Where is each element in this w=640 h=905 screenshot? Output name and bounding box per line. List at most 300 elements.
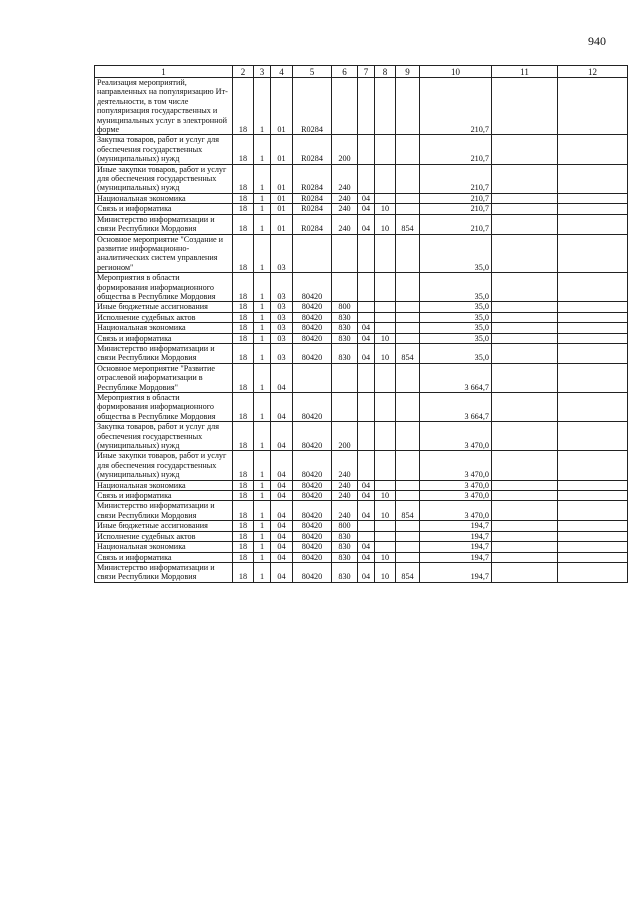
code-cell <box>358 234 375 273</box>
empty-cell <box>492 302 558 312</box>
table-row <box>95 552 628 562</box>
code-cell: 10 <box>375 491 396 501</box>
table-row <box>95 393 628 422</box>
table-row <box>95 521 628 531</box>
empty-cell <box>558 562 628 582</box>
header-cell: 1 <box>95 66 233 78</box>
code-cell: 18 <box>233 135 254 164</box>
code-cell <box>396 393 420 422</box>
code-cell: 80420 <box>293 562 332 582</box>
code-cell <box>375 78 396 135</box>
empty-cell <box>558 393 628 422</box>
row-name-cell: Мероприятия в области формирования информационного общества в Республике Мордовия <box>95 393 233 422</box>
code-cell: 18 <box>233 214 254 234</box>
amount-cell: 3 470,0 <box>420 491 492 501</box>
empty-cell <box>492 214 558 234</box>
code-cell: 04 <box>358 552 375 562</box>
code-cell: 80420 <box>293 451 332 480</box>
code-cell <box>358 135 375 164</box>
code-cell: 18 <box>233 204 254 214</box>
header-cell: 2 <box>233 66 254 78</box>
code-cell: R0284 <box>293 214 332 234</box>
empty-cell <box>558 480 628 490</box>
code-cell: 1 <box>254 193 271 203</box>
code-cell: 830 <box>332 323 358 333</box>
empty-cell <box>492 491 558 501</box>
table-row <box>95 451 628 480</box>
empty-cell <box>492 234 558 273</box>
row-name-cell: Национальная экономика <box>95 193 233 203</box>
code-cell: 240 <box>332 501 358 521</box>
table-row <box>95 135 628 164</box>
empty-cell <box>558 542 628 552</box>
code-cell <box>358 422 375 451</box>
code-cell: 240 <box>332 491 358 501</box>
code-cell: 10 <box>375 562 396 582</box>
code-cell: 04 <box>358 501 375 521</box>
table-row <box>95 422 628 451</box>
code-cell <box>375 480 396 490</box>
amount-cell: 3 470,0 <box>420 422 492 451</box>
code-cell: 18 <box>233 323 254 333</box>
header-cell: 8 <box>375 66 396 78</box>
empty-cell <box>492 343 558 363</box>
amount-cell: 210,7 <box>420 78 492 135</box>
code-cell: 1 <box>254 333 271 343</box>
amount-cell: 194,7 <box>420 542 492 552</box>
code-cell: 1 <box>254 531 271 541</box>
code-cell: 854 <box>396 501 420 521</box>
code-cell <box>293 234 332 273</box>
code-cell: 03 <box>271 273 293 302</box>
code-cell: 18 <box>233 273 254 302</box>
code-cell: 18 <box>233 302 254 312</box>
code-cell <box>396 78 420 135</box>
code-cell: 80420 <box>293 343 332 363</box>
row-name-cell: Министерство информатизации и связи Республики Мордовия <box>95 501 233 521</box>
code-cell <box>396 451 420 480</box>
empty-cell <box>492 480 558 490</box>
row-name-cell: Национальная экономика <box>95 542 233 552</box>
empty-cell <box>492 204 558 214</box>
row-name-cell: Иные бюджетные ассигнования <box>95 302 233 312</box>
code-cell <box>396 204 420 214</box>
code-cell <box>358 451 375 480</box>
empty-cell <box>492 363 558 392</box>
code-cell: 04 <box>271 531 293 541</box>
amount-cell: 35,0 <box>420 312 492 322</box>
code-cell <box>358 164 375 193</box>
code-cell: 04 <box>271 552 293 562</box>
header-cell: 6 <box>332 66 358 78</box>
code-cell <box>396 234 420 273</box>
code-cell: 04 <box>358 193 375 203</box>
code-cell: 03 <box>271 343 293 363</box>
table-row <box>95 214 628 234</box>
code-cell <box>396 480 420 490</box>
row-name-cell: Министерство информатизации и связи Республики Мордовия <box>95 562 233 582</box>
code-cell <box>375 521 396 531</box>
code-cell: 10 <box>375 204 396 214</box>
code-cell: 03 <box>271 333 293 343</box>
header-cell: 4 <box>271 66 293 78</box>
empty-cell <box>558 451 628 480</box>
code-cell: 830 <box>332 531 358 541</box>
code-cell <box>358 273 375 302</box>
row-name-cell: Министерство информатизации и связи Республики Мордовия <box>95 343 233 363</box>
code-cell: 03 <box>271 234 293 273</box>
amount-cell: 35,0 <box>420 343 492 363</box>
empty-cell <box>492 451 558 480</box>
code-cell <box>396 552 420 562</box>
code-cell <box>396 491 420 501</box>
code-cell: 1 <box>254 204 271 214</box>
table-row <box>95 204 628 214</box>
table-row <box>95 343 628 363</box>
empty-cell <box>558 343 628 363</box>
code-cell: 10 <box>375 343 396 363</box>
code-cell: 04 <box>358 343 375 363</box>
code-cell: 04 <box>271 451 293 480</box>
empty-cell <box>558 312 628 322</box>
code-cell <box>396 333 420 343</box>
code-cell: 830 <box>332 562 358 582</box>
header-cell: 12 <box>558 66 628 78</box>
empty-cell <box>492 333 558 343</box>
row-name-cell: Связь и информатика <box>95 204 233 214</box>
row-name-cell: Основное мероприятие "Развитие отраслевой информатизации в Республике Мордовия" <box>95 363 233 392</box>
code-cell: 18 <box>233 234 254 273</box>
header-cell: 11 <box>492 66 558 78</box>
code-cell: 1 <box>254 521 271 531</box>
row-name-cell: Основное мероприятие "Создание и развитие информационно-аналитических систем управления регионом" <box>95 234 233 273</box>
code-cell: 80420 <box>293 273 332 302</box>
code-cell: 04 <box>271 491 293 501</box>
empty-cell <box>558 214 628 234</box>
code-cell: 830 <box>332 542 358 552</box>
code-cell: 830 <box>332 312 358 322</box>
code-cell: 01 <box>271 164 293 193</box>
code-cell: 80420 <box>293 491 332 501</box>
empty-cell <box>492 501 558 521</box>
empty-cell <box>492 273 558 302</box>
amount-cell: 35,0 <box>420 302 492 312</box>
code-cell: 04 <box>271 501 293 521</box>
row-name-cell: Реализация мероприятий, направленных на популяризацию Ит-деятельности, в том числе популяризация государственных и муниципальных услуг в электронной форме <box>95 78 233 135</box>
code-cell <box>332 273 358 302</box>
code-cell: R0284 <box>293 164 332 193</box>
empty-cell <box>492 521 558 531</box>
code-cell: 01 <box>271 135 293 164</box>
row-name-cell: Исполнение судебных актов <box>95 312 233 322</box>
code-cell: 80420 <box>293 393 332 422</box>
empty-cell <box>558 78 628 135</box>
code-cell: 1 <box>254 164 271 193</box>
empty-cell <box>492 193 558 203</box>
empty-cell <box>492 393 558 422</box>
code-cell: 80420 <box>293 312 332 322</box>
code-cell: 80420 <box>293 542 332 552</box>
code-cell <box>396 363 420 392</box>
amount-cell: 3 470,0 <box>420 501 492 521</box>
amount-cell: 210,7 <box>420 193 492 203</box>
amount-cell: 3 664,7 <box>420 393 492 422</box>
empty-cell <box>558 234 628 273</box>
code-cell <box>375 193 396 203</box>
code-cell: 1 <box>254 451 271 480</box>
code-cell: 1 <box>254 480 271 490</box>
code-cell: 240 <box>332 480 358 490</box>
amount-cell: 35,0 <box>420 234 492 273</box>
code-cell <box>375 234 396 273</box>
code-cell: 1 <box>254 312 271 322</box>
code-cell <box>375 323 396 333</box>
code-cell: 04 <box>271 393 293 422</box>
code-cell: 1 <box>254 393 271 422</box>
empty-cell <box>492 422 558 451</box>
code-cell <box>375 422 396 451</box>
empty-cell <box>492 135 558 164</box>
code-cell <box>358 521 375 531</box>
code-cell: 04 <box>271 422 293 451</box>
empty-cell <box>492 542 558 552</box>
code-cell: R0284 <box>293 78 332 135</box>
row-name-cell: Иные бюджетные ассигнования <box>95 521 233 531</box>
row-name-cell: Мероприятия в области формирования информационного общества в Республике Мордовия <box>95 273 233 302</box>
table-row <box>95 501 628 521</box>
amount-cell: 194,7 <box>420 521 492 531</box>
code-cell <box>375 273 396 302</box>
code-cell <box>375 135 396 164</box>
code-cell <box>396 135 420 164</box>
code-cell: 830 <box>332 333 358 343</box>
table-row <box>95 302 628 312</box>
code-cell: 18 <box>233 491 254 501</box>
code-cell <box>332 363 358 392</box>
empty-cell <box>558 422 628 451</box>
code-cell: 04 <box>358 323 375 333</box>
code-cell: 18 <box>233 521 254 531</box>
empty-cell <box>558 164 628 193</box>
code-cell: 240 <box>332 214 358 234</box>
empty-cell <box>558 302 628 312</box>
code-cell <box>375 542 396 552</box>
code-cell: 1 <box>254 562 271 582</box>
code-cell: 18 <box>233 78 254 135</box>
code-cell: 04 <box>271 542 293 552</box>
empty-cell <box>558 521 628 531</box>
empty-cell <box>558 363 628 392</box>
empty-cell <box>558 204 628 214</box>
amount-cell: 35,0 <box>420 333 492 343</box>
code-cell <box>375 312 396 322</box>
code-cell: 04 <box>358 204 375 214</box>
code-cell: 18 <box>233 164 254 193</box>
row-name-cell: Связь и информатика <box>95 333 233 343</box>
code-cell: 1 <box>254 273 271 302</box>
code-cell: R0284 <box>293 193 332 203</box>
empty-cell <box>492 552 558 562</box>
header-cell: 3 <box>254 66 271 78</box>
amount-cell: 210,7 <box>420 214 492 234</box>
empty-cell <box>492 531 558 541</box>
amount-cell: 3 470,0 <box>420 480 492 490</box>
code-cell <box>358 531 375 541</box>
empty-cell <box>492 164 558 193</box>
table-row <box>95 78 628 135</box>
code-cell: 03 <box>271 302 293 312</box>
table-row <box>95 193 628 203</box>
header-cell: 7 <box>358 66 375 78</box>
code-cell: 18 <box>233 312 254 322</box>
code-cell: 1 <box>254 343 271 363</box>
code-cell: 1 <box>254 552 271 562</box>
code-cell <box>358 302 375 312</box>
code-cell: 01 <box>271 193 293 203</box>
code-cell: 18 <box>233 451 254 480</box>
empty-cell <box>558 531 628 541</box>
code-cell: 854 <box>396 343 420 363</box>
code-cell: 80420 <box>293 521 332 531</box>
code-cell <box>396 273 420 302</box>
row-name-cell: Связь и информатика <box>95 491 233 501</box>
code-cell: 18 <box>233 393 254 422</box>
code-cell <box>375 302 396 312</box>
code-cell: 1 <box>254 78 271 135</box>
empty-cell <box>492 78 558 135</box>
code-cell: 04 <box>358 562 375 582</box>
code-cell <box>396 422 420 451</box>
code-cell <box>375 531 396 541</box>
empty-cell <box>558 552 628 562</box>
code-cell: 1 <box>254 234 271 273</box>
code-cell: 04 <box>358 214 375 234</box>
code-cell <box>396 302 420 312</box>
table-row <box>95 164 628 193</box>
empty-cell <box>558 135 628 164</box>
code-cell: 80420 <box>293 422 332 451</box>
row-name-cell: Иные закупки товаров, работ и услуг для обеспечения государственных (муниципальных) нужд <box>95 451 233 480</box>
code-cell: 1 <box>254 501 271 521</box>
code-cell: 854 <box>396 562 420 582</box>
header-cell: 10 <box>420 66 492 78</box>
row-name-cell: Национальная экономика <box>95 323 233 333</box>
code-cell <box>396 193 420 203</box>
code-cell <box>332 393 358 422</box>
empty-cell <box>558 323 628 333</box>
code-cell: 1 <box>254 422 271 451</box>
row-name-cell: Закупка товаров, работ и услуг для обеспечения государственных (муниципальных) нужд <box>95 135 233 164</box>
empty-cell <box>558 333 628 343</box>
empty-cell <box>558 491 628 501</box>
code-cell <box>375 363 396 392</box>
code-cell: 18 <box>233 363 254 392</box>
empty-cell <box>492 323 558 333</box>
code-cell: 854 <box>396 214 420 234</box>
amount-cell: 194,7 <box>420 562 492 582</box>
code-cell: 04 <box>358 480 375 490</box>
code-cell: 18 <box>233 480 254 490</box>
header-cell: 5 <box>293 66 332 78</box>
code-cell: 18 <box>233 193 254 203</box>
code-cell <box>332 78 358 135</box>
table-row <box>95 491 628 501</box>
code-cell: 03 <box>271 323 293 333</box>
code-cell <box>396 323 420 333</box>
code-cell: 1 <box>254 323 271 333</box>
header-row <box>95 66 628 78</box>
code-cell: 18 <box>233 422 254 451</box>
code-cell: 04 <box>358 491 375 501</box>
code-cell <box>396 164 420 193</box>
code-cell: 80420 <box>293 302 332 312</box>
code-cell <box>396 521 420 531</box>
code-cell: 10 <box>375 552 396 562</box>
table-row <box>95 562 628 582</box>
amount-cell: 35,0 <box>420 273 492 302</box>
code-cell: 18 <box>233 531 254 541</box>
code-cell: 1 <box>254 491 271 501</box>
code-cell: 03 <box>271 312 293 322</box>
code-cell: 10 <box>375 501 396 521</box>
row-name-cell: Закупка товаров, работ и услуг для обеспечения государственных (муниципальных) нужд <box>95 422 233 451</box>
code-cell: 80420 <box>293 333 332 343</box>
code-cell <box>375 393 396 422</box>
amount-cell: 210,7 <box>420 135 492 164</box>
amount-cell: 210,7 <box>420 164 492 193</box>
code-cell: 830 <box>332 343 358 363</box>
row-name-cell: Исполнение судебных актов <box>95 531 233 541</box>
table-row <box>95 273 628 302</box>
code-cell: 80420 <box>293 323 332 333</box>
code-cell <box>293 363 332 392</box>
table-row <box>95 363 628 392</box>
table-row <box>95 542 628 552</box>
amount-cell: 194,7 <box>420 552 492 562</box>
code-cell: 80420 <box>293 531 332 541</box>
code-cell: 01 <box>271 78 293 135</box>
empty-cell <box>558 273 628 302</box>
empty-cell <box>558 501 628 521</box>
amount-cell: 3 470,0 <box>420 451 492 480</box>
code-cell <box>375 164 396 193</box>
amount-cell: 3 664,7 <box>420 363 492 392</box>
code-cell: 800 <box>332 302 358 312</box>
empty-cell <box>492 562 558 582</box>
table-row <box>95 531 628 541</box>
code-cell: 04 <box>271 562 293 582</box>
code-cell: 830 <box>332 552 358 562</box>
code-cell: 800 <box>332 521 358 531</box>
code-cell: 18 <box>233 562 254 582</box>
code-cell: R0284 <box>293 135 332 164</box>
code-cell: 240 <box>332 193 358 203</box>
code-cell: 1 <box>254 135 271 164</box>
code-cell: 240 <box>332 204 358 214</box>
code-cell: 18 <box>233 542 254 552</box>
code-cell: 80420 <box>293 552 332 562</box>
code-cell: 200 <box>332 135 358 164</box>
code-cell: 80420 <box>293 480 332 490</box>
code-cell <box>396 531 420 541</box>
empty-cell <box>558 193 628 203</box>
code-cell: 01 <box>271 204 293 214</box>
code-cell: 04 <box>358 333 375 343</box>
table-row <box>95 480 628 490</box>
amount-cell: 35,0 <box>420 323 492 333</box>
table-body <box>95 78 628 583</box>
code-cell: 240 <box>332 164 358 193</box>
